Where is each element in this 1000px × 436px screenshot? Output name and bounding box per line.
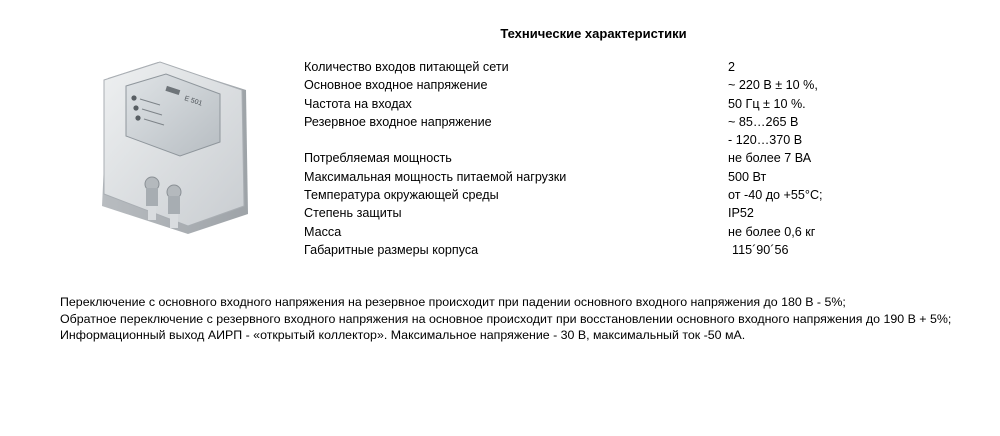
page-title: Технические характеристики: [500, 26, 687, 41]
spec-value: 50 Гц ± 10 %.: [728, 96, 806, 111]
spec-name: Количество входов питающей сети: [304, 60, 509, 74]
product-photo: [96, 56, 256, 238]
spec-value: 115´90´56: [732, 242, 789, 257]
spec-value: не более 0,6 кг: [728, 224, 816, 239]
note-line: Переключение с основного входного напряжения на резервное происходит при падении основного входного напряжения до 180 В - 5%;: [60, 295, 846, 309]
spec-name: Габаритные размеры корпуса: [304, 242, 479, 257]
spec-value: ~ 85…265 В: [728, 114, 799, 129]
spec-name: Степень защиты: [304, 206, 402, 221]
notes-block: [60, 294, 951, 344]
spec-value: не более 7 ВА: [728, 151, 812, 166]
spec-value: от -40 до +55°С;: [728, 188, 823, 203]
spec-name: Потребляемая мощность: [304, 151, 452, 166]
spec-name: Основное входное напряжение: [304, 78, 488, 93]
spec-value: 2: [728, 60, 736, 74]
spec-value: 500 Вт: [728, 169, 767, 184]
spec-name: Температура окружающей среды: [304, 188, 499, 203]
spec-name: Масса: [304, 224, 342, 239]
note-line: Информационный выход АИРП - «открытый коллектор». Максимальное напряжение - 30 В, максимальный ток -50 мА.: [60, 328, 746, 342]
spec-value-secondary: - 120…370 В: [728, 133, 803, 148]
spec-name: Частота на входах: [304, 96, 412, 111]
device-label: E 501: [183, 95, 203, 108]
note-line: Обратное переключение с резервного входного напряжения на основное происходит при восстановлении основного входного напряжения до 190 В + 5%;: [60, 311, 952, 326]
spec-value: ~ 220 В ± 10 %,: [728, 78, 818, 93]
spec-name: Резервное входное напряжение: [304, 114, 492, 129]
spec-name: Максимальная мощность питаемой нагрузки: [304, 169, 567, 184]
spec-value: IP52: [728, 206, 754, 221]
